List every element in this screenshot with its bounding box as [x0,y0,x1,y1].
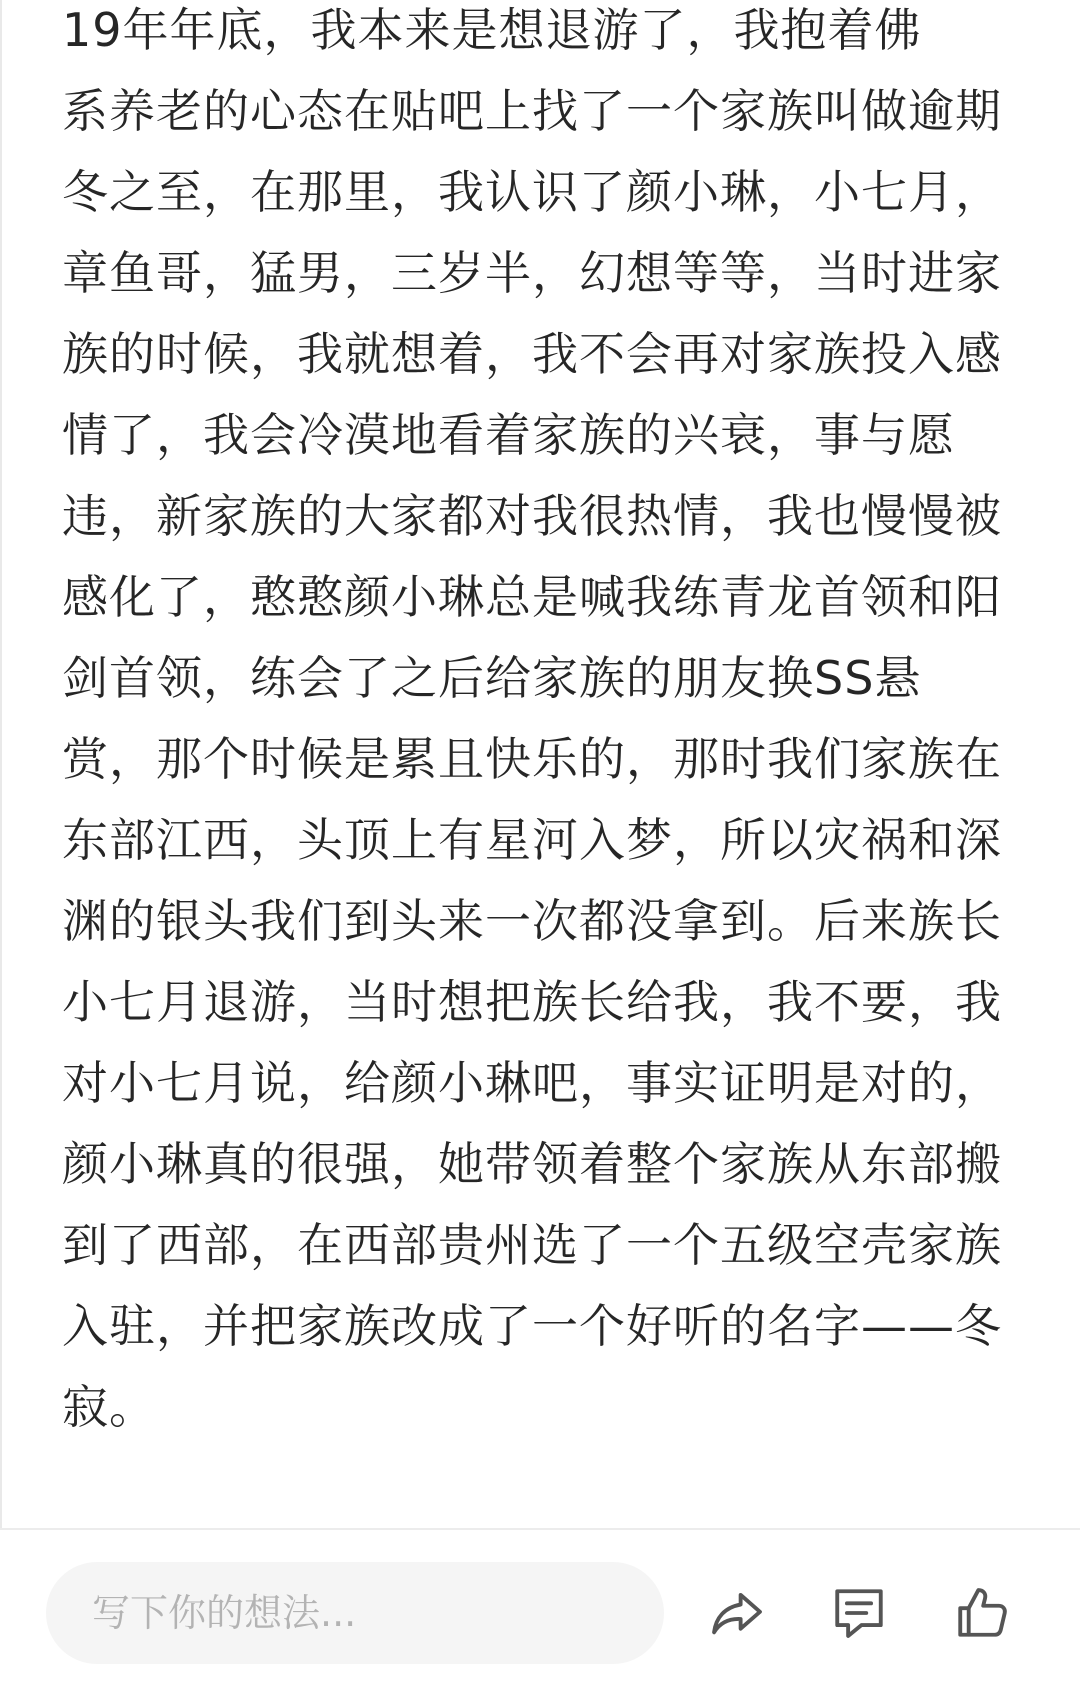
article-line: 系养老的心态在贴吧上找了一个家族叫做逾期 [62,84,1002,138]
article-line: 赏，那个时候是累且快乐的，那时我们家族在 [62,732,1002,786]
article-line: 感化了，憨憨颜小琳总是喊我练青龙首领和阳 [62,570,1002,624]
article-line: 冬之至，在那里，我认识了颜小琳，小七月， [62,165,1002,219]
article-line: 寂。 [62,1380,156,1434]
share-icon [708,1584,766,1642]
article-line: 对小七月说，给颜小琳吧，事实证明是对的， [62,1056,1002,1110]
article-line: 章鱼哥，猛男，三岁半，幻想等等，当时进家 [62,246,1002,300]
article-line: 情了，我会冷漠地看着家族的兴衰，事与愿 [62,408,955,462]
article-line: 剑首领，练会了之后给家族的朋友换SS悬 [62,651,922,705]
article-line: 19年年底，我本来是想退游了，我抱着佛 [62,3,922,57]
article-line: 违，新家族的大家都对我很热情，我也慢慢被 [62,489,1002,543]
article-line: 族的时候，我就想着，我不会再对家族投入感 [62,327,1002,381]
article-line: 渊的银头我们到头来一次都没拿到。后来族长 [62,894,1002,948]
article-line: 小七月退游，当时想把族长给我，我不要，我 [62,975,1002,1029]
like-button[interactable] [944,1575,1020,1651]
article-line: 颜小琳真的很强，她带领着整个家族从东部搬 [62,1137,1002,1191]
bottom-action-bar [0,1528,1080,1688]
thumbs-up-icon [953,1584,1011,1642]
comment-input[interactable] [46,1562,664,1664]
article-line: 到了西部，在西部贵州选了一个五级空壳家族 [62,1218,1002,1272]
article-line: 入驻，并把家族改成了一个好听的名字——冬 [62,1299,1002,1353]
comment-icon [830,1584,888,1642]
comment-button[interactable] [821,1575,897,1651]
article-line: 东部江西，头顶上有星河入梦，所以灾祸和深 [62,813,1002,867]
share-button[interactable] [699,1575,775,1651]
